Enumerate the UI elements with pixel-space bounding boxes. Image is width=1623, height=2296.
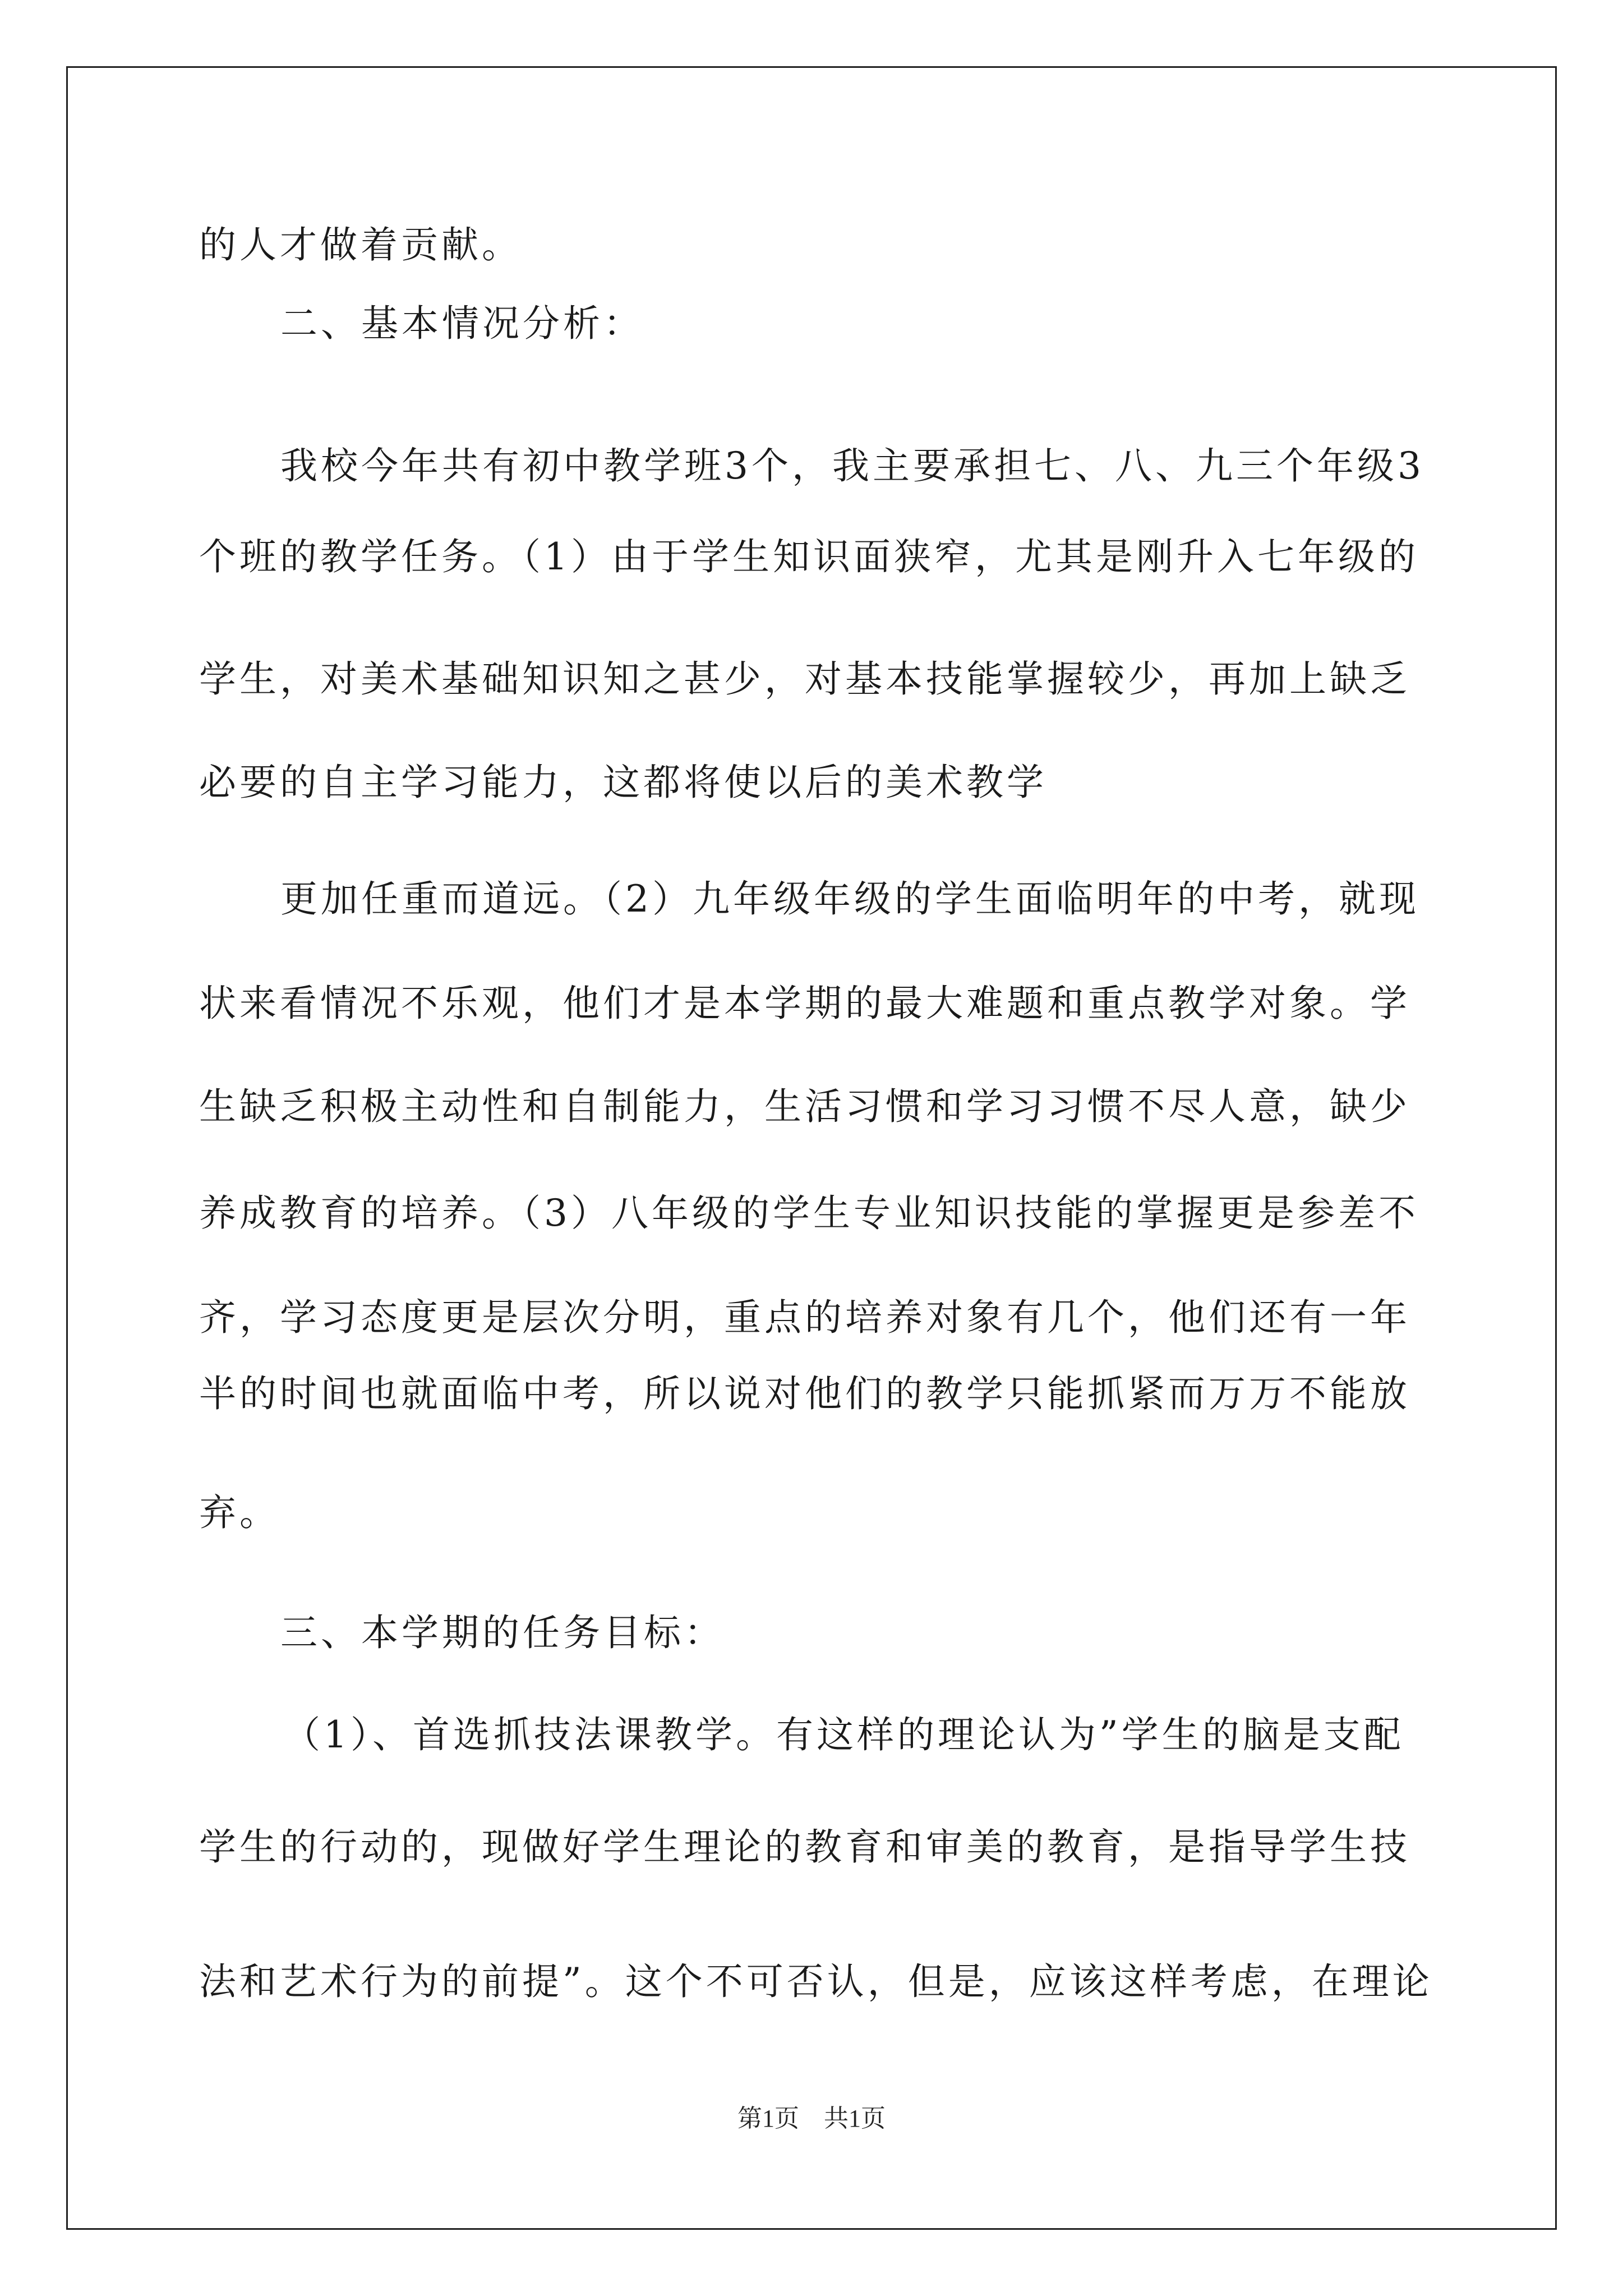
text-line: 更加任重而道远。（2）九年级年级的学生面临明年的中考，就现: [280, 877, 1419, 921]
text-line: 养成教育的培养。（3）八年级的学生专业知识技能的掌握更是参差不: [199, 1191, 1419, 1235]
text-line: 弃。: [199, 1491, 280, 1534]
text-line: （1）、首选抓技法课教学。有这样的理论认为”学生的脑是支配: [283, 1713, 1404, 1756]
text-line: 学生，对美术基础知识知之甚少，对基本技能掌握较少，再加上缺乏: [199, 657, 1410, 701]
text-line: 齐，学习态度更是层次分明，重点的培养对象有几个，他们还有一年: [199, 1296, 1410, 1339]
page-number-footer: 第1页 共1页: [737, 2105, 886, 2132]
page-border: [66, 66, 1557, 2230]
text-line: 生缺乏积极主动性和自制能力，生活习惯和学习习惯不尽人意，缺少: [199, 1085, 1410, 1128]
text-line: 的人才做着贡献。: [199, 223, 522, 266]
text-line: 我校今年共有初中教学班3个，我主要承担七、八、九三个年级3: [280, 444, 1424, 487]
text-line: 法和艺术行为的前提”。这个不可否认，但是，应该这样考虑，在理论: [199, 1960, 1433, 2003]
text-line: 半的时间也就面临中考，所以说对他们的教学只能抓紧而万万不能放: [199, 1372, 1410, 1415]
section-heading: 二、基本情况分析：: [280, 302, 644, 345]
section-heading: 三、本学期的任务目标：: [280, 1611, 725, 1654]
text-line: 状来看情况不乐观，他们才是本学期的最大难题和重点教学对象。学: [199, 982, 1410, 1025]
text-line: 学生的行动的，现做好学生理论的教育和审美的教育，是指导学生技: [199, 1825, 1410, 1869]
text-line: 个班的教学任务。（1）由于学生知识面狭窄，尤其是刚升入七年级的: [199, 535, 1419, 578]
text-line: 必要的自主学习能力，这都将使以后的美术教学: [199, 761, 1047, 804]
